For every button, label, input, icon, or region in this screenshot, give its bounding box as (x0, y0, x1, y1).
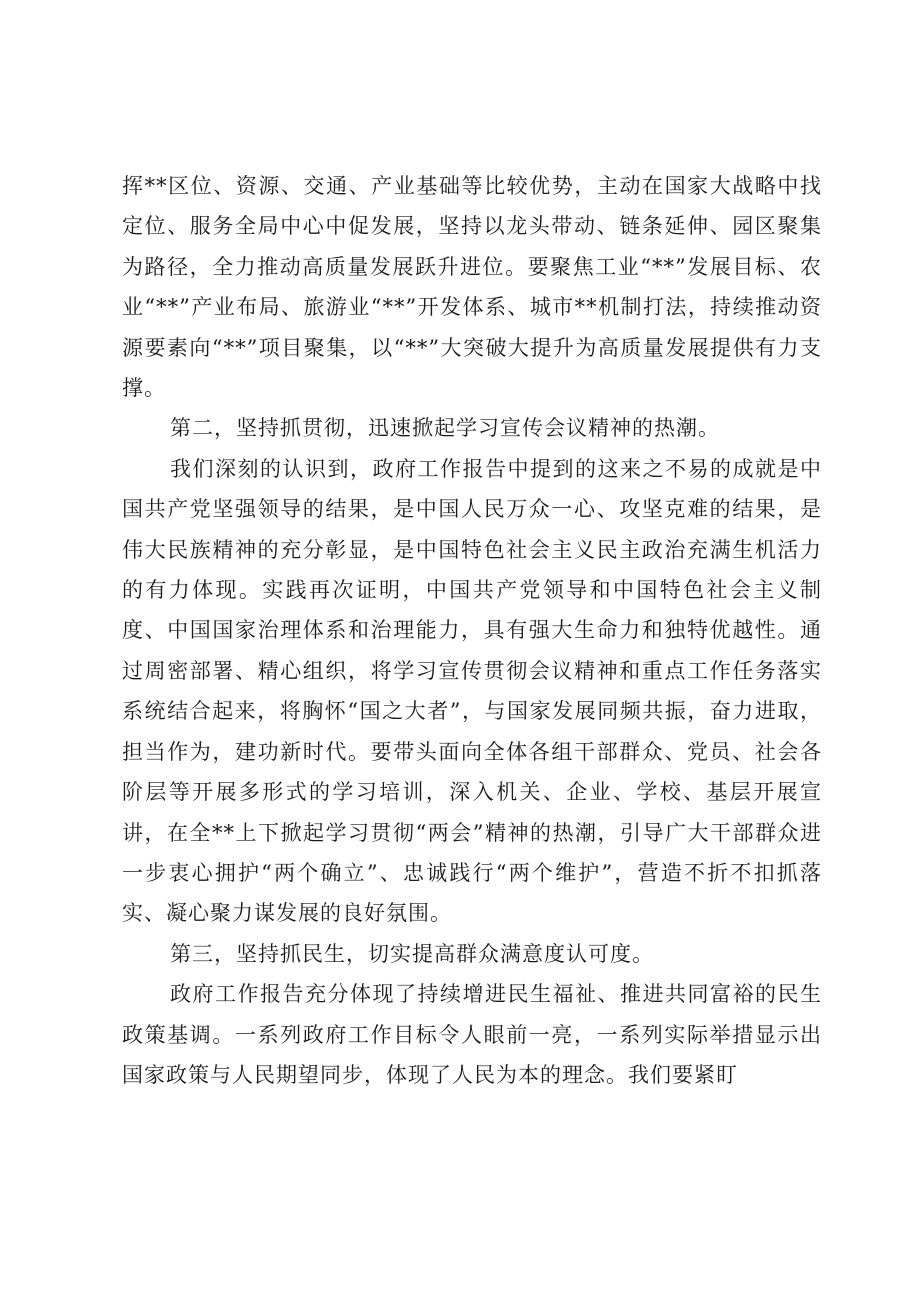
section-heading-3: 第三，坚持抓民生，切实提高群众满意度认可度。 (170, 941, 654, 966)
paragraph: 政府工作报告充分体现了持续增进民生福祉、推进共同富裕的民生政策基调。一系列政府工作目标令人眼前一亮，一系列实际举措显示出国家政策与人民期望同步，体现了人民为本的理念。我们要紧盯 (122, 982, 822, 1087)
document-body (122, 166, 822, 1095)
paragraph: 我们深刻的认识到，政府工作报告中提到的这来之不易的成就是中国共产党坚强领导的结果，是中国人民万众一心、攻坚克难的结果，是伟大民族精神的充分彰显，是中国特色社会主义民主政治充满生机活力的有力体现。实践再次证明，中国共产党领导和中国特色社会主义制度、中国国家治理体系和治理能力，具有强大生命力和独特优越性。通过周密部署、精心组织，将学习宣传贯彻会议精神和重点工作任务落实系统结合起来，将胸怀“国之大者”，与国家发展同频共振，奋力进取，担当作为，建功新时代。要带头面向全体各组干部群众、党员、社会各阶层等开展多形式的学习培训，深入机关、企业、学校、基层开展宣讲，在全**上下掀起学习贯彻“两会”精神的热潮，引导广大干部群众进一步衷心拥护“两个确立”、忠诚践行“两个维护”，营造不折不扣抓落实、凝心聚力谋发展的良好氛围。 (122, 456, 822, 926)
paragraph-continuation: 挥**区位、资源、交通、产业基础等比较优势，主动在国家大战略中找定位、服务全局中心中促发展，坚持以龙头带动、链条延伸、园区聚集为路径，全力推动高质量发展跃升进位。要聚焦工业“**”发展目标、农业“**”产业布局、旅游业“**”开发体系、城市**机制打法，持续推动资源要素向“**”项目聚集，以“**”大突破大提升为高质量发展提供有力支撑。 (122, 174, 822, 401)
section-heading-2: 第二，坚持抓贯彻，迅速掀起学习宣传会议精神的热潮。 (170, 416, 720, 441)
